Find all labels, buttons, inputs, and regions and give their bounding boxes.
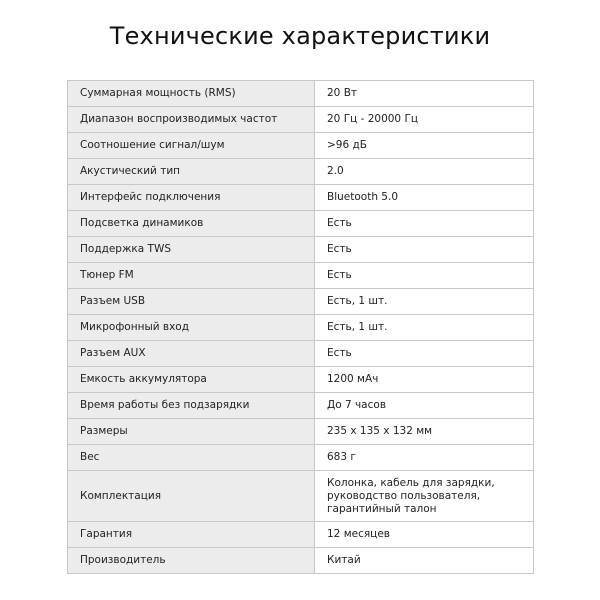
- table-row: [68, 159, 534, 185]
- spec-label: Суммарная мощность (RMS): [68, 81, 315, 107]
- spec-value: Китай: [315, 548, 534, 574]
- spec-value: Есть: [315, 211, 534, 237]
- spec-label: Диапазон воспроизводимых частот: [68, 107, 315, 133]
- table-row: [68, 315, 534, 341]
- spec-label: Вес: [68, 445, 315, 471]
- spec-value: 20 Гц - 20000 Гц: [315, 107, 534, 133]
- spec-label: Гарантия: [68, 522, 315, 548]
- spec-value: Bluetooth 5.0: [315, 185, 534, 211]
- spec-label: Подсветка динамиков: [68, 211, 315, 237]
- table-row: [68, 237, 534, 263]
- table-row: [68, 393, 534, 419]
- spec-value: Есть: [315, 341, 534, 367]
- spec-value: 1200 мАч: [315, 367, 534, 393]
- spec-label: Соотношение сигнал/шум: [68, 133, 315, 159]
- table-row: [68, 471, 534, 522]
- spec-label: Комплектация: [68, 471, 315, 522]
- table-row: [68, 548, 534, 574]
- table-row: [68, 211, 534, 237]
- table-row: [68, 133, 534, 159]
- spec-label: Микрофонный вход: [68, 315, 315, 341]
- table-row: [68, 263, 534, 289]
- spec-value: Есть, 1 шт.: [315, 289, 534, 315]
- spec-label: Поддержка TWS: [68, 237, 315, 263]
- spec-label: Производитель: [68, 548, 315, 574]
- table-row: [68, 185, 534, 211]
- table-row: [68, 341, 534, 367]
- table-row: [68, 419, 534, 445]
- spec-value: >96 дБ: [315, 133, 534, 159]
- table-row: [68, 81, 534, 107]
- spec-value: Есть: [315, 237, 534, 263]
- spec-value: 235 x 135 x 132 мм: [315, 419, 534, 445]
- table-row: [68, 289, 534, 315]
- spec-label: Время работы без подзарядки: [68, 393, 315, 419]
- spec-value: 20 Вт: [315, 81, 534, 107]
- spec-label: Размеры: [68, 419, 315, 445]
- spec-value: 2.0: [315, 159, 534, 185]
- spec-label: Тюнер FM: [68, 263, 315, 289]
- table-row: [68, 445, 534, 471]
- spec-label: Акустический тип: [68, 159, 315, 185]
- spec-label: Разъем AUX: [68, 341, 315, 367]
- spec-label: Интерфейс подключения: [68, 185, 315, 211]
- spec-label: Разъем USB: [68, 289, 315, 315]
- spec-value: До 7 часов: [315, 393, 534, 419]
- spec-value: Колонка, кабель для зарядки, руководство пользователя, гарантийный талон: [315, 471, 534, 522]
- spec-value: Есть, 1 шт.: [315, 315, 534, 341]
- spec-table: [67, 80, 534, 574]
- spec-value: 12 месяцев: [315, 522, 534, 548]
- table-row: [68, 107, 534, 133]
- spec-label: Емкость аккумулятора: [68, 367, 315, 393]
- spec-value: 683 г: [315, 445, 534, 471]
- table-row: [68, 367, 534, 393]
- table-row: [68, 522, 534, 548]
- page-title: Технические характеристики: [109, 22, 491, 50]
- spec-value: Есть: [315, 263, 534, 289]
